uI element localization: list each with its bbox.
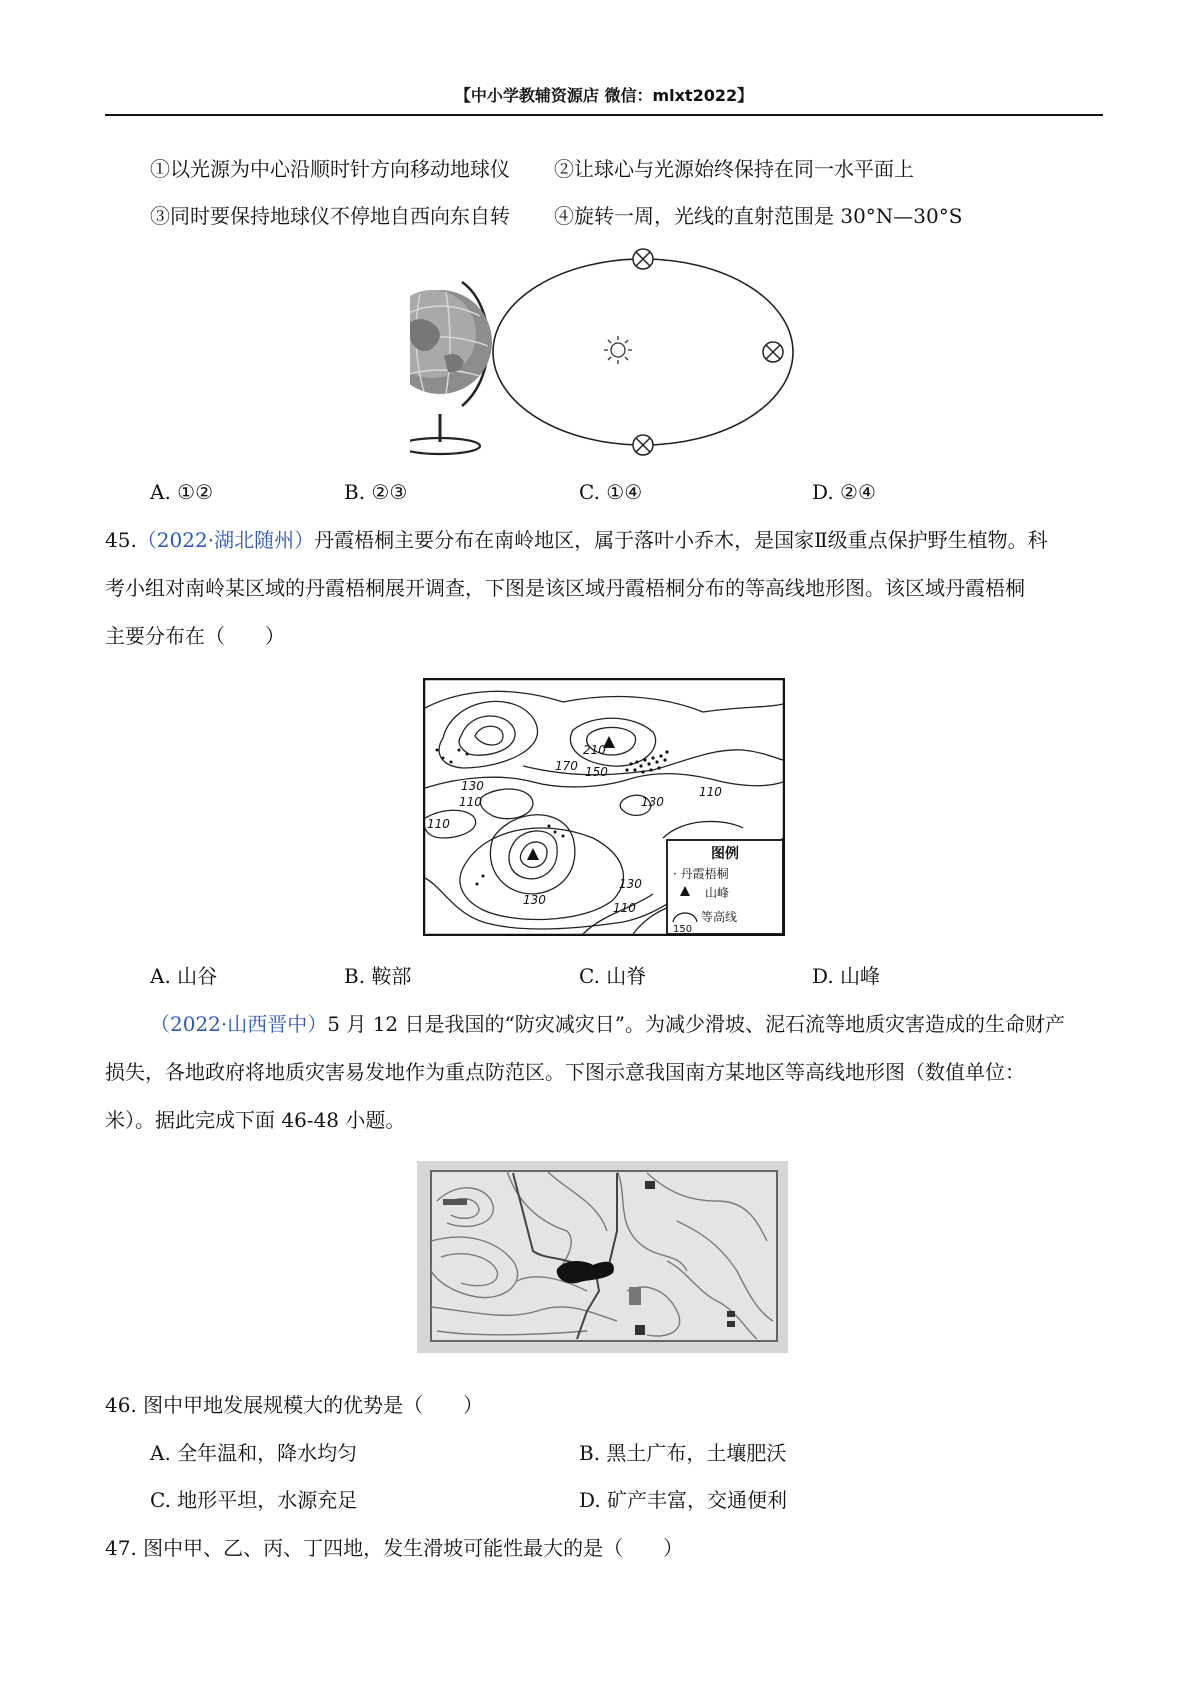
q45-option-c: C. 山脊	[579, 964, 647, 988]
legend-item-contour: 等高线	[701, 910, 738, 924]
intro-source: （2022·山西晋中）	[150, 1012, 328, 1036]
q46-option-d: D. 矿产丰富，交通便利	[579, 1488, 788, 1512]
q46-option-b: B. 黑土广布，土壤肥沃	[579, 1441, 787, 1465]
q45-line-3: 主要分布在（ ）	[105, 624, 285, 648]
legend-contour-sample: 150	[673, 924, 693, 935]
q45-option-d: D. 山峰	[812, 964, 881, 988]
map-legend	[667, 840, 783, 935]
page-header: 【中小学教辅资源店 微信：mlxt2022】	[454, 86, 754, 105]
desk-globe-icon	[410, 282, 492, 454]
statement-2: ②让球心与光源始终保持在同一水平面上	[554, 157, 914, 181]
legend-item-peak: 山峰	[705, 886, 730, 900]
q45-number: 45.	[105, 528, 137, 552]
light-bulb-icon	[604, 336, 632, 364]
orbit-globe-bottom-icon	[633, 435, 653, 455]
contour-label: 170	[555, 759, 578, 773]
south-china-contour-map	[417, 1161, 788, 1353]
intro-text-1: 5 月 12 日是我国的“防灾减灾日”。为减少滑坡、泥石流等地质灾害造成的生命财产	[327, 1012, 1065, 1036]
q45-line-2: 考小组对南岭某区域的丹霞梧桐展开调查，下图是该区域丹霞梧桐分布的等高线地形图。该区域丹霞梧桐	[105, 576, 1025, 600]
legend-item-tree: · 丹霞梧桐	[673, 867, 729, 881]
statement-1: ①以光源为中心沿顺时针方向移动地球仪	[150, 157, 510, 181]
legend-title: 图例	[711, 846, 739, 862]
q46-stem: 46. 图中甲地发展规模大的优势是（ ）	[105, 1393, 484, 1417]
q45-source: （2022·湖北随州）	[136, 528, 315, 552]
header-rule	[105, 114, 1103, 116]
globe-orbit-figure	[410, 246, 800, 462]
q45-text-1: 丹霞梧桐主要分布在南岭地区，属于落叶小乔木，是国家Ⅱ级重点保护野生植物。科	[314, 528, 1048, 552]
contour-label: 130	[619, 877, 642, 891]
contour-label: 130	[461, 779, 484, 793]
contour-label: 110	[699, 785, 722, 799]
statement-3: ③同时要保持地球仪不停地自西向东自转	[150, 204, 510, 228]
contour-label: 110	[459, 795, 482, 809]
intro-46-48	[105, 1000, 1100, 1144]
contour-label: 150	[585, 765, 608, 779]
q46-option-a: A. 全年温和，降水均匀	[150, 1441, 358, 1465]
q46-option-c: C. 地形平坦，水源充足	[150, 1488, 358, 1512]
q44-option-c: C. ①④	[579, 480, 643, 504]
q45-option-a: A. 山谷	[150, 964, 218, 988]
orbit-globe-top-icon	[633, 249, 653, 269]
intro-line-2: 损失，各地政府将地质灾害易发地作为重点防范区。下图示意我国南方某地区等高线地形图（数值单位：	[105, 1060, 1025, 1084]
q44-option-d: D. ②④	[812, 480, 876, 504]
intro-line-3: 米）。据此完成下面 46-48 小题。	[105, 1108, 406, 1132]
contour-label: 130	[641, 795, 664, 809]
q44-option-a: A. ①②	[150, 480, 214, 504]
orbit-globe-right-icon	[763, 342, 783, 362]
q45-option-b: B. 鞍部	[344, 964, 412, 988]
contour-label: 110	[427, 817, 450, 831]
q47-stem: 47. 图中甲、乙、丙、丁四地，发生滑坡可能性最大的是（ ）	[105, 1536, 684, 1560]
contour-label: 130	[523, 893, 546, 907]
contour-label: 110	[613, 901, 636, 915]
q45-line-1	[105, 516, 1100, 564]
statement-4: ④旋转一周，光线的直射范围是 30°N—30°S	[554, 204, 963, 228]
q45-question	[105, 516, 1100, 660]
contour-map-figure	[423, 678, 785, 936]
contour-label: 210	[583, 743, 606, 757]
intro-line-1	[105, 1000, 1100, 1048]
q44-option-b: B. ②③	[344, 480, 408, 504]
